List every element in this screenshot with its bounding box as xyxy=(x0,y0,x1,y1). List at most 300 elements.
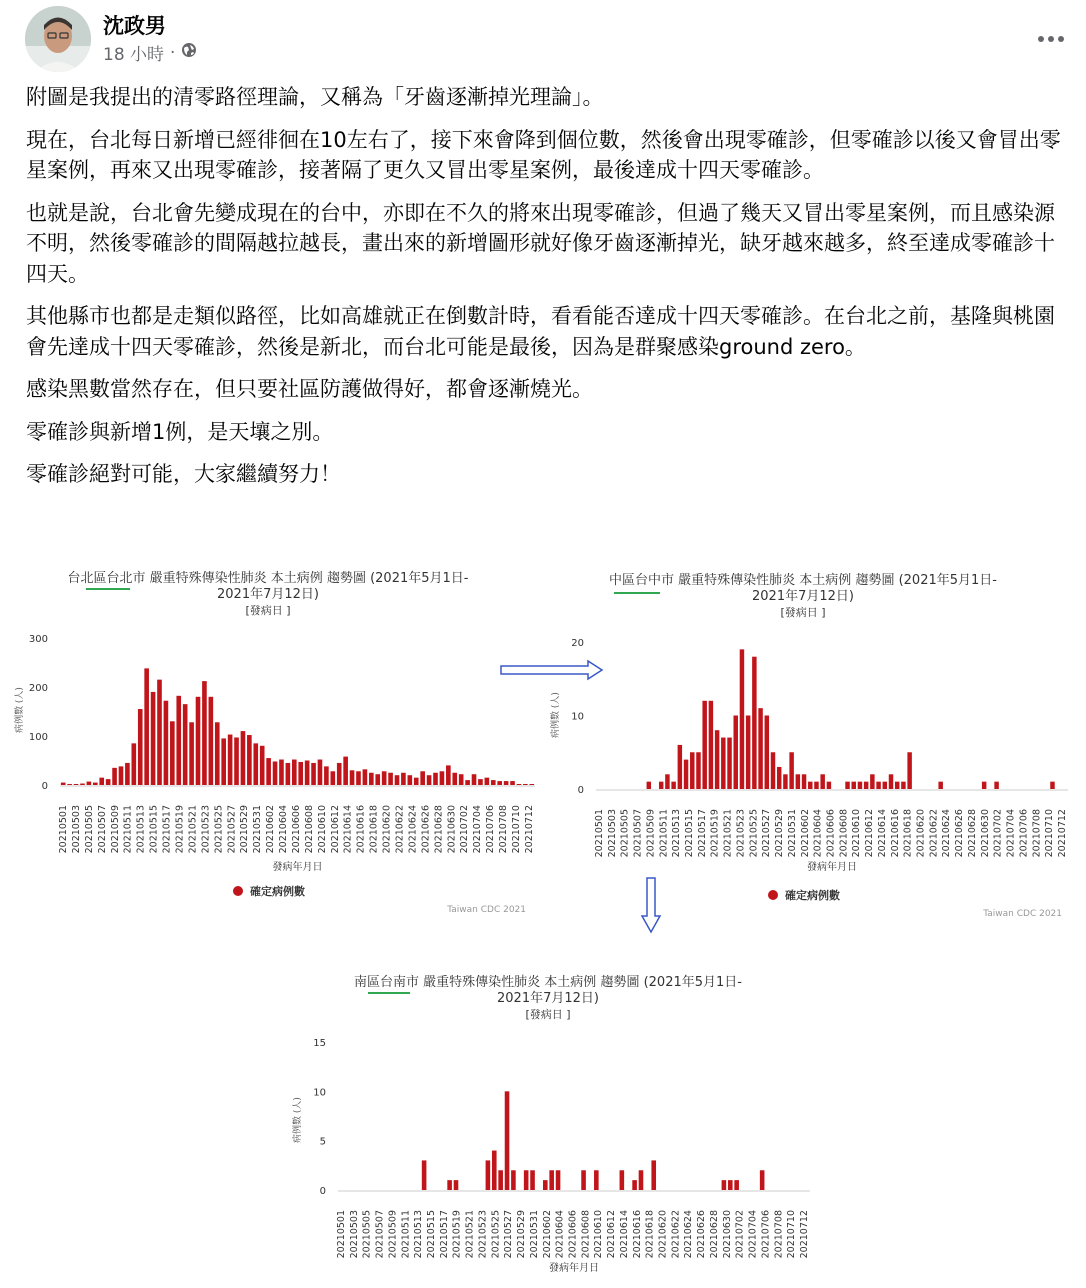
globe-icon xyxy=(181,42,197,63)
bar xyxy=(549,1170,554,1190)
bar xyxy=(814,782,818,789)
bar xyxy=(465,780,470,785)
bar xyxy=(215,722,220,785)
bar xyxy=(523,784,528,785)
x-tick-label: 20210517 xyxy=(696,809,708,858)
bar xyxy=(273,761,278,785)
x-tick-label: 20210515 xyxy=(426,1210,438,1259)
x-tick-label: 20210702 xyxy=(992,809,1004,858)
x-tick-label: 20210708 xyxy=(773,1210,785,1259)
x-tick-label: 20210712 xyxy=(798,1210,810,1259)
bar xyxy=(895,782,899,789)
x-tick-label: 20210604 xyxy=(278,805,290,854)
x-tick-label: 20210517 xyxy=(438,1210,450,1259)
bar xyxy=(343,757,348,785)
y-axis-label: 病例數 (人) xyxy=(293,1097,303,1143)
bar xyxy=(93,783,98,785)
bar xyxy=(420,771,425,785)
x-tick-label: 20210610 xyxy=(593,1210,605,1259)
x-tick-label: 20210501 xyxy=(594,809,605,858)
bar xyxy=(337,763,342,785)
bar xyxy=(802,774,806,789)
bar xyxy=(789,752,793,789)
x-tick-label: 20210610 xyxy=(316,805,328,854)
x-tick-label: 20210507 xyxy=(632,809,644,858)
x-tick-label: 20210706 xyxy=(485,805,497,854)
x-tick-label: 20210622 xyxy=(670,1210,682,1259)
bar xyxy=(511,1170,516,1190)
post-paragraph: 附圖是我提出的清零路徑理論，又稱為「牙齒逐漸掉光理論」。 xyxy=(26,85,604,109)
bar xyxy=(827,782,831,789)
x-tick-label: 20210702 xyxy=(459,805,471,854)
x-tick-label: 20210616 xyxy=(631,1210,643,1259)
bar xyxy=(427,775,432,785)
bar xyxy=(524,1170,529,1190)
bar xyxy=(414,778,419,785)
post-paragraph: 感染黑數當然存在，但只要社區防護做得好，都會逐漸燒光。 xyxy=(26,377,593,401)
bar xyxy=(845,782,849,789)
x-tick-label: 20210515 xyxy=(684,809,696,858)
bar xyxy=(783,774,787,789)
x-tick-label: 20210525 xyxy=(748,809,760,858)
bar xyxy=(510,781,515,785)
bar xyxy=(422,1160,427,1190)
bar xyxy=(504,781,509,785)
legend-label: 確定病例數 xyxy=(250,885,305,898)
bar xyxy=(253,743,258,785)
bar xyxy=(760,1170,765,1190)
x-tick-label: 20210704 xyxy=(747,1210,759,1259)
x-tick-label: 20210612 xyxy=(329,805,341,854)
x-tick-label: 20210531 xyxy=(252,805,264,854)
x-tick-label: 20210602 xyxy=(799,809,811,858)
bar xyxy=(125,763,130,785)
bar xyxy=(183,704,188,785)
x-tick-label: 20210523 xyxy=(477,1210,489,1259)
meta-separator: · xyxy=(170,42,176,63)
bar xyxy=(721,738,725,789)
chart-1 xyxy=(13,570,535,915)
y-tick-label: 20 xyxy=(571,638,584,649)
chart-3 xyxy=(291,974,810,1274)
bar xyxy=(709,701,713,789)
bar xyxy=(678,745,682,789)
x-axis-label: 發病年月日 xyxy=(272,862,323,873)
bar xyxy=(209,697,214,785)
bar xyxy=(119,766,124,785)
bar xyxy=(581,1170,586,1190)
x-tick-label: 20210529 xyxy=(516,1210,528,1259)
bar xyxy=(796,774,800,789)
bar xyxy=(722,1180,727,1190)
x-tick-label: 20210511 xyxy=(400,1210,412,1259)
y-tick-label: 200 xyxy=(28,683,48,694)
bar xyxy=(702,701,706,789)
bar xyxy=(740,649,744,789)
y-tick-label: 0 xyxy=(577,785,584,796)
x-tick-label: 20210630 xyxy=(721,1210,733,1259)
bar xyxy=(632,1180,637,1190)
bar xyxy=(241,731,246,785)
bar xyxy=(529,784,534,785)
bar xyxy=(715,730,719,789)
bar xyxy=(112,768,117,785)
x-tick-label: 20210521 xyxy=(187,805,199,854)
legend-marker xyxy=(768,890,778,900)
x-tick-label: 20210630 xyxy=(979,809,991,858)
bar xyxy=(324,766,329,785)
x-tick-label: 20210620 xyxy=(657,1210,669,1259)
x-tick-label: 20210706 xyxy=(760,1210,772,1259)
x-tick-label: 20210519 xyxy=(451,1210,463,1259)
y-axis-label: 病例數 (人) xyxy=(551,692,561,738)
x-tick-label: 20210519 xyxy=(174,805,186,854)
x-tick-label: 20210509 xyxy=(645,809,657,858)
bar xyxy=(485,778,490,785)
bar xyxy=(132,743,137,785)
bar xyxy=(144,668,149,785)
bar xyxy=(234,737,239,785)
x-tick-label: 20210501 xyxy=(58,805,69,854)
bar xyxy=(505,1091,510,1190)
x-tick-label: 20210517 xyxy=(161,805,173,854)
x-tick-label: 20210511 xyxy=(658,809,670,858)
bar xyxy=(260,746,265,785)
x-tick-label: 20210507 xyxy=(374,1210,386,1259)
x-tick-label: 20210710 xyxy=(786,1210,798,1259)
x-tick-label: 20210519 xyxy=(709,809,721,858)
bar xyxy=(157,680,162,785)
y-axis-label: 病例數 (人) xyxy=(15,687,25,733)
x-tick-label: 20210509 xyxy=(109,805,121,854)
x-tick-label: 20210628 xyxy=(708,1210,720,1259)
bar xyxy=(486,1160,491,1190)
y-tick-label: 5 xyxy=(319,1136,326,1148)
x-tick-label: 20210602 xyxy=(265,805,277,854)
chart-title-line2: 2021年7月12日) xyxy=(217,587,319,602)
bar xyxy=(876,782,880,789)
bar xyxy=(247,735,252,785)
chart-title: 台北區台北市 嚴重特殊傳染性肺炎 本土病例 趨勢圖 (2021年5月1日- xyxy=(67,571,469,586)
bar xyxy=(99,778,104,785)
bar xyxy=(138,709,143,785)
bar xyxy=(639,1170,644,1190)
y-tick-label: 15 xyxy=(313,1038,326,1049)
bar xyxy=(61,783,66,785)
bar xyxy=(543,1180,548,1190)
x-tick-label: 20210523 xyxy=(200,805,212,854)
bar xyxy=(752,657,756,789)
bar xyxy=(279,760,284,785)
x-tick-label: 20210630 xyxy=(446,805,458,854)
bar xyxy=(556,1170,561,1190)
bar xyxy=(530,1170,535,1190)
x-tick-label: 20210616 xyxy=(355,805,367,854)
x-tick-label: 20210704 xyxy=(1005,809,1017,858)
x-tick-label: 20210622 xyxy=(394,805,406,854)
x-axis-label: 發病年月日 xyxy=(549,1263,599,1274)
bar xyxy=(189,722,194,785)
bar xyxy=(196,697,201,785)
bar xyxy=(401,773,406,785)
post-paragraph: 零確診與新增1例，是天壤之別。 xyxy=(26,419,334,444)
bar xyxy=(298,762,303,785)
bar xyxy=(176,696,181,785)
chart-subtitle: [發病日 ] xyxy=(525,1008,571,1021)
x-tick-label: 20210503 xyxy=(606,809,618,858)
bar xyxy=(696,752,700,789)
chart-title: 南區台南市 嚴重特殊傳染性肺炎 本土病例 趨勢圖 (2021年5月1日- xyxy=(354,975,742,990)
avatar[interactable] xyxy=(25,6,91,72)
bar xyxy=(808,782,812,789)
bar xyxy=(408,775,413,785)
bar xyxy=(728,1180,733,1190)
legend-label: 確定病例數 xyxy=(785,889,840,902)
bar xyxy=(492,1151,497,1190)
x-tick-label: 20210505 xyxy=(83,805,95,854)
charts-figure xyxy=(0,560,1086,1284)
x-tick-label: 20210505 xyxy=(361,1210,373,1259)
x-tick-label: 20210706 xyxy=(1018,809,1030,858)
bar xyxy=(164,701,169,785)
bar xyxy=(765,716,769,790)
bar xyxy=(433,773,438,785)
arrow-right-icon xyxy=(501,661,602,679)
bar xyxy=(665,774,669,789)
x-tick-label: 20210614 xyxy=(876,809,888,858)
post-time[interactable]: 18 小時 xyxy=(103,45,165,65)
x-tick-label: 20210505 xyxy=(619,809,631,858)
author-name[interactable]: 沈政男 xyxy=(103,14,166,38)
bar xyxy=(858,782,862,789)
arrow-down-icon xyxy=(642,878,660,932)
x-tick-label: 20210614 xyxy=(342,805,354,854)
post-paragraph: 現在，台北每日新增已經徘徊在10左右了，接下來會降到個位數，然後會出現零確診，但零確診以後又會冒出零星案例，再來又出現零確診，接著隔了更久又冒出零星案例，最後達成十四天零確診。 xyxy=(26,127,1061,182)
bar xyxy=(228,735,233,785)
post-paragraph: 其他縣市也都是走類似路徑，比如高雄就正在倒數計時，看看能否達成十四天零確診。在台北之前，基隆與桃園會先達成十四天零確診，然後是新北，而台北可能是最後，因為是群聚感染ground zero。 xyxy=(26,304,1055,359)
x-tick-label: 20210509 xyxy=(387,1210,399,1259)
x-tick-label: 20210608 xyxy=(580,1210,592,1259)
x-tick-label: 20210511 xyxy=(122,805,134,854)
chart-title: 中區台中市 嚴重特殊傳染性肺炎 本土病例 趨勢圖 (2021年5月1日- xyxy=(609,573,997,588)
x-tick-label: 20210708 xyxy=(1031,809,1043,858)
x-tick-label: 20210710 xyxy=(1044,809,1056,858)
x-tick-label: 20210513 xyxy=(413,1210,425,1259)
y-tick-label: 10 xyxy=(571,711,584,723)
x-tick-label: 20210507 xyxy=(96,805,108,854)
bar xyxy=(447,1180,452,1190)
x-tick-label: 20210525 xyxy=(213,805,225,854)
x-tick-label: 20210503 xyxy=(348,1210,360,1259)
y-tick-label: 100 xyxy=(28,732,48,743)
bar xyxy=(671,782,675,789)
x-tick-label: 20210531 xyxy=(786,809,798,858)
x-tick-label: 20210503 xyxy=(70,805,82,854)
chart-subtitle: [發病日 ] xyxy=(780,606,826,619)
bar xyxy=(690,752,694,789)
bar xyxy=(388,773,393,785)
more-options-icon[interactable] xyxy=(1037,20,1065,50)
x-tick-label: 20210521 xyxy=(722,809,734,858)
bar xyxy=(497,781,502,785)
chart-subtitle: [發病日 ] xyxy=(245,604,291,617)
x-tick-label: 20210614 xyxy=(618,1210,630,1259)
bar xyxy=(777,767,781,789)
bar xyxy=(620,1170,625,1190)
y-tick-label: 10 xyxy=(313,1087,326,1099)
bar xyxy=(363,769,368,785)
x-tick-label: 20210602 xyxy=(541,1210,553,1259)
bar xyxy=(659,782,663,789)
bar xyxy=(651,1160,656,1190)
chart-title-line2: 2021年7月12日) xyxy=(752,589,854,604)
bar xyxy=(305,761,310,786)
x-tick-label: 20210515 xyxy=(148,805,160,854)
bar xyxy=(221,738,226,785)
bar xyxy=(369,773,374,785)
bar xyxy=(452,773,457,785)
x-tick-label: 20210708 xyxy=(498,805,510,854)
chart-title-line2: 2021年7月12日) xyxy=(497,991,599,1006)
y-tick-label: 300 xyxy=(28,634,48,645)
x-tick-label: 20210608 xyxy=(838,809,850,858)
post-meta xyxy=(103,40,197,65)
bar xyxy=(330,771,335,785)
x-tick-label: 20210606 xyxy=(825,809,837,858)
y-tick-label: 0 xyxy=(319,1186,326,1197)
x-tick-label: 20210527 xyxy=(761,809,773,858)
post-paragraph: 零確診絕對可能，大家繼續努力！ xyxy=(26,462,341,486)
bar xyxy=(901,782,905,789)
bar xyxy=(498,1170,503,1190)
x-tick-label: 20210622 xyxy=(928,809,940,858)
bar xyxy=(478,779,483,785)
x-tick-label: 20210626 xyxy=(954,809,966,858)
bar xyxy=(286,763,291,785)
post-paragraph: 也就是說，台北會先變成現在的台中，亦即在不久的將來出現零確診，但過了幾天又冒出零星案例，而且感染源不明，然後零確診的間隔越拉越長，畫出來的新增圖形就好像牙齒逐漸掉光，缺牙越來越多，終至達成零確診十四天。 xyxy=(26,200,1055,286)
x-tick-label: 20210612 xyxy=(864,809,876,858)
bar xyxy=(350,770,355,785)
x-tick-label: 20210513 xyxy=(135,805,147,854)
bar xyxy=(440,771,445,785)
x-tick-label: 20210712 xyxy=(1056,809,1068,858)
x-tick-label: 20210620 xyxy=(915,809,927,858)
post-header xyxy=(25,6,1065,72)
post-image[interactable] xyxy=(0,560,1086,1284)
bar xyxy=(734,1180,739,1190)
bar xyxy=(318,760,323,785)
bar xyxy=(684,760,688,789)
bar xyxy=(395,775,400,785)
y-tick-label: 0 xyxy=(41,781,48,792)
bar xyxy=(74,784,79,785)
bar xyxy=(517,784,522,785)
bar xyxy=(80,784,85,785)
bar xyxy=(472,774,477,785)
bar xyxy=(994,782,998,789)
bar xyxy=(594,1170,599,1190)
bar xyxy=(727,738,731,789)
bar xyxy=(454,1180,459,1190)
bar xyxy=(852,782,856,789)
x-tick-label: 20210606 xyxy=(290,805,302,854)
bar xyxy=(982,782,986,789)
x-tick-label: 20210604 xyxy=(812,809,824,858)
bar xyxy=(758,708,762,789)
x-tick-label: 20210626 xyxy=(696,1210,708,1259)
bar xyxy=(864,782,868,789)
post-body xyxy=(26,82,1066,502)
x-tick-label: 20210702 xyxy=(734,1210,746,1259)
bar xyxy=(771,752,775,789)
bar xyxy=(907,752,911,789)
bar xyxy=(491,780,496,785)
x-tick-label: 20210628 xyxy=(966,809,978,858)
x-tick-label: 20210618 xyxy=(368,805,380,854)
x-tick-label: 20210612 xyxy=(606,1210,618,1259)
x-tick-label: 20210618 xyxy=(902,809,914,858)
bar xyxy=(356,771,361,785)
x-tick-label: 20210624 xyxy=(407,805,419,854)
x-tick-label: 20210610 xyxy=(851,809,863,858)
bar xyxy=(1050,782,1054,789)
bar xyxy=(67,784,72,785)
bar xyxy=(311,763,316,785)
x-tick-label: 20210527 xyxy=(226,805,238,854)
x-tick-label: 20210527 xyxy=(503,1210,515,1259)
bar xyxy=(459,774,464,785)
bar xyxy=(870,774,874,789)
x-tick-label: 20210523 xyxy=(735,809,747,858)
legend-marker xyxy=(233,886,243,896)
x-tick-label: 20210531 xyxy=(528,1210,540,1259)
x-tick-label: 20210624 xyxy=(941,809,953,858)
chart-2 xyxy=(549,572,1068,919)
bar xyxy=(87,782,92,785)
x-tick-label: 20210606 xyxy=(567,1210,579,1259)
x-tick-label: 20210616 xyxy=(889,809,901,858)
bar xyxy=(375,774,380,785)
x-tick-label: 20210712 xyxy=(523,805,535,854)
bar xyxy=(883,782,887,789)
x-tick-label: 20210626 xyxy=(420,805,432,854)
bar xyxy=(382,771,387,785)
x-tick-label: 20210525 xyxy=(490,1210,502,1259)
chart-source: Taiwan CDC 2021 xyxy=(983,909,1062,919)
x-tick-label: 20210608 xyxy=(303,805,315,854)
x-tick-label: 20210710 xyxy=(510,805,522,854)
x-tick-label: 20210501 xyxy=(336,1210,347,1259)
x-tick-label: 20210521 xyxy=(464,1210,476,1259)
bar xyxy=(734,716,738,790)
bar xyxy=(446,765,451,785)
bar xyxy=(202,681,207,785)
bar xyxy=(151,692,156,785)
x-tick-label: 20210529 xyxy=(239,805,251,854)
bar xyxy=(647,782,651,789)
chart-source: Taiwan CDC 2021 xyxy=(447,905,526,915)
bar xyxy=(746,716,750,790)
bar xyxy=(170,721,175,785)
x-tick-label: 20210618 xyxy=(644,1210,656,1259)
bar xyxy=(266,758,271,785)
bar xyxy=(106,779,111,785)
x-tick-label: 20210624 xyxy=(683,1210,695,1259)
x-tick-label: 20210620 xyxy=(381,805,393,854)
x-tick-label: 20210529 xyxy=(774,809,786,858)
bar xyxy=(292,760,297,785)
x-tick-label: 20210604 xyxy=(554,1210,566,1259)
